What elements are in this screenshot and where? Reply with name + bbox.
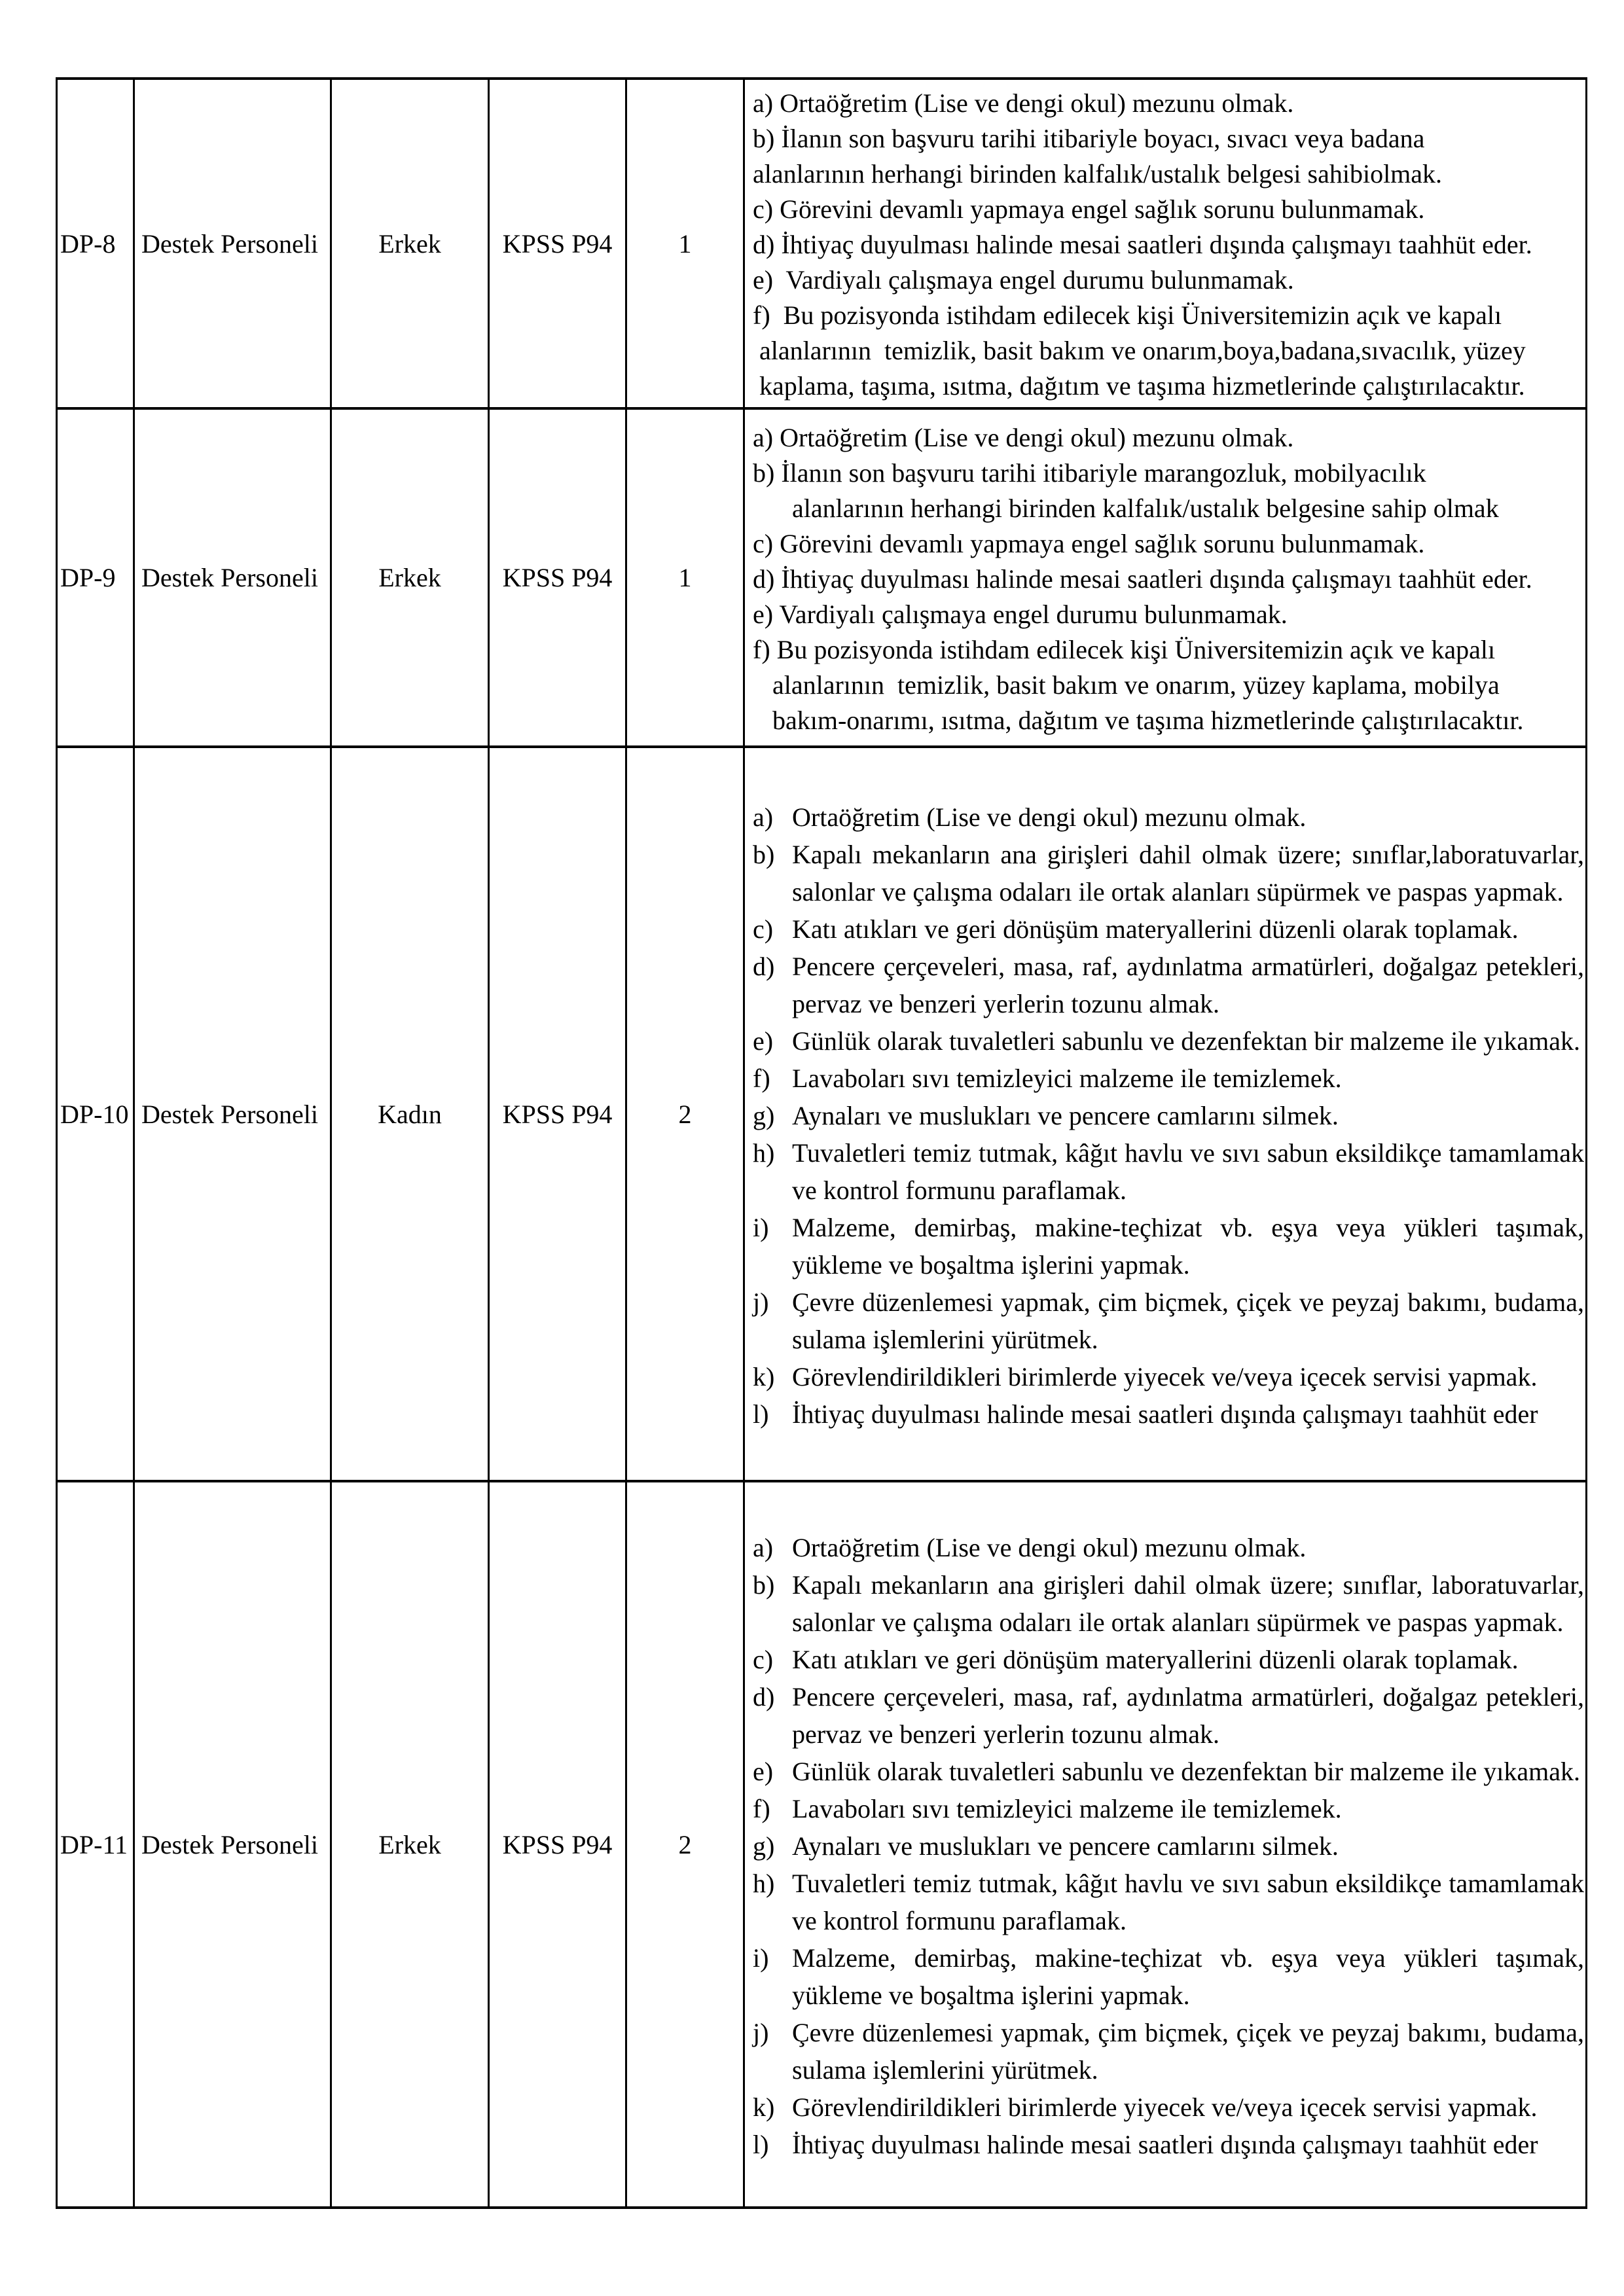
requirement-label: e): [753, 1026, 774, 1056]
requirements-list: [753, 1529, 1584, 2163]
requirement-item: [753, 1283, 1584, 1358]
requirement-text: Tuvaletleri temiz tutmak, kâğıt havlu ve sıvı sabun eksildikçe tamamlamak ve kontrol formunu paraflamak.: [792, 1138, 1584, 1205]
requirement-text: Kapalı mekanların ana girişleri dahil olmak üzere; sınıflar,laboratuvarlar, salonlar ve çalışma odaları ile ortak alanları süpürmek ve paspas yapmak.: [792, 839, 1584, 906]
requirement-label: i): [753, 1943, 769, 1973]
requirement-text: İhtiyaç duyulması halinde mesai saatleri dışında çalışmayı taahhüt eder.: [774, 564, 1532, 594]
requirement-label: e): [753, 1756, 774, 1786]
requirement-item: [753, 1790, 1584, 1827]
requirement-item: [753, 1827, 1584, 1865]
requirement-label: h): [753, 1138, 775, 1168]
requirement-text: Çevre düzenlemesi yapmak, çim biçmek, çiçek ve peyzaj bakımı, budama, sulama işlemlerini yürütmek.: [792, 2017, 1584, 2085]
requirement-item: [753, 632, 1584, 738]
requirement-label: b): [753, 457, 775, 488]
requirement-text: İlanın son başvuru tarihi itibariyle boyacı, sıvacı veya badana alanlarının herhangi birinden kalfalık/ustalık belgesi sahibiolmak.: [753, 124, 1443, 188]
requirement-label: f): [753, 300, 770, 330]
requirement-text: Görevini devamlı yapmaya engel sağlık sorunu bulunmamak.: [773, 528, 1425, 558]
requirement-label: k): [753, 1361, 775, 1391]
requirement-text: Pencere çerçeveleri, masa, raf, aydınlatma armatürleri, doğalgaz petekleri, pervaz ve benzeri yerlerin tozunu almak.: [792, 951, 1584, 1018]
requirement-text: Günlük olarak tuvaletleri sabunlu ve dezenfektan bir malzeme ile yıkamak.: [792, 1026, 1580, 1056]
position-requirements: [744, 79, 1587, 408]
requirement-label: l): [753, 2129, 769, 2159]
position-gender: Erkek: [331, 79, 489, 408]
requirement-text: İhtiyaç duyulması halinde mesai saatleri dışında çalışmayı taahhüt eder: [792, 1399, 1538, 1429]
requirement-item: [753, 298, 1584, 404]
requirement-text: Ortaöğretim (Lise ve dengi okul) mezunu olmak.: [792, 802, 1307, 832]
requirement-item: [753, 1566, 1584, 1641]
requirement-label: d): [753, 230, 775, 259]
requirement-item: [753, 456, 1584, 526]
requirement-item: [753, 562, 1584, 597]
position-count: 1: [626, 408, 744, 747]
requirement-label: b): [753, 839, 775, 869]
requirement-item: [753, 1097, 1584, 1134]
requirement-label: c): [753, 914, 774, 944]
requirement-label: e): [753, 265, 774, 295]
requirement-item: [753, 121, 1584, 192]
requirement-item: [753, 1529, 1584, 1566]
requirement-text: Vardiyalı çalışmaya engel durumu bulunmamak.: [773, 265, 1294, 295]
requirement-item: [753, 948, 1584, 1022]
requirement-text: Kapalı mekanların ana girişleri dahil olmak üzere; sınıflar, laboratuvarlar, salonlar ve çalışma odaları ile ortak alanları süpürmek ve paspas yapmak.: [792, 1570, 1584, 1637]
table-row: [57, 1481, 1587, 2208]
requirement-label: g): [753, 1100, 775, 1130]
requirement-item: [753, 1641, 1584, 1678]
requirement-label: b): [753, 1570, 775, 1600]
requirement-label: a): [753, 802, 774, 832]
requirement-text: Görevlendirildikleri birimlerde yiyecek ve/veya içecek servisi yapmak.: [792, 1361, 1538, 1391]
requirement-item: [753, 2014, 1584, 2089]
requirement-text: Lavaboları sıvı temizleyici malzeme ile temizlemek.: [792, 1063, 1342, 1093]
position-requirements: [744, 408, 1587, 747]
positions-table: [56, 77, 1587, 2209]
position-gender: Kadın: [331, 747, 489, 1481]
requirement-item: [753, 420, 1584, 456]
requirement-label: c): [753, 1644, 774, 1674]
requirement-label: c): [753, 194, 774, 224]
requirement-item: [753, 836, 1584, 910]
requirement-item: [753, 1209, 1584, 1283]
requirements-list: [753, 798, 1584, 1433]
requirement-label: a): [753, 1532, 774, 1562]
requirement-text: Görevlendirildikleri birimlerde yiyecek ve/veya içecek servisi yapmak.: [792, 2092, 1538, 2122]
requirement-text: Görevini devamlı yapmaya engel sağlık sorunu bulunmamak.: [773, 194, 1425, 224]
requirement-label: c): [753, 528, 774, 558]
position-exam-score: KPSS P94: [489, 747, 626, 1481]
requirement-item: [753, 2126, 1584, 2163]
position-gender: Erkek: [331, 1481, 489, 2208]
requirement-item: [753, 2089, 1584, 2126]
positions-table-body: [57, 79, 1587, 2208]
position-title: Destek Personeli: [134, 747, 331, 1481]
requirement-item: [753, 227, 1584, 262]
requirement-label: f): [753, 634, 770, 664]
requirement-text: Vardiyalı çalışmaya engel durumu bulunmamak.: [773, 599, 1288, 629]
requirement-label: h): [753, 1868, 775, 1898]
requirement-item: [753, 1134, 1584, 1209]
position-requirements: [744, 747, 1587, 1481]
requirement-text: Katı atıkları ve geri dönüşüm materyallerini düzenli olarak toplamak.: [792, 1644, 1519, 1674]
requirement-item: [753, 1939, 1584, 2014]
table-row: [57, 79, 1587, 408]
requirement-label: d): [753, 951, 775, 981]
requirement-item: [753, 262, 1584, 298]
requirement-text: Aynaları ve muslukları ve pencere camlarını silmek.: [792, 1831, 1339, 1861]
requirement-item: [753, 1060, 1584, 1097]
position-code: DP-9: [57, 408, 134, 747]
requirement-label: f): [753, 1063, 770, 1093]
requirement-label: a): [753, 88, 774, 118]
position-title: Destek Personeli: [134, 1481, 331, 2208]
position-exam-score: KPSS P94: [489, 1481, 626, 2208]
requirement-item: [753, 1358, 1584, 1395]
requirement-item: [753, 192, 1584, 227]
requirement-item: [753, 526, 1584, 562]
requirement-item: [753, 86, 1584, 121]
requirement-label: d): [753, 564, 775, 594]
requirement-text: Bu pozisyonda istihdam edilecek kişi Üniversitemizin açık ve kapalı alanlarının temizlik, basit bakım ve onarım,boya,badana,sıvacılık, yüzey kaplama, taşıma, ısıtma, dağıtım ve taşıma hizmetlerinde çalıştırılacaktır.: [759, 300, 1526, 401]
requirement-item: [753, 1865, 1584, 1939]
position-count: 1: [626, 79, 744, 408]
requirement-text: Bu pozisyonda istihdam edilecek kişi Üniversitemizin açık ve kapalı alanlarının temizlik, basit bakım ve onarım, yüzey kaplama, mobilya bakım-onarımı, ısıtma, dağıtım ve taşıma hizmetlerinde çalıştırılacaktır.: [772, 634, 1524, 735]
requirement-text: İhtiyaç duyulması halinde mesai saatleri dışında çalışmayı taahhüt eder: [792, 2129, 1538, 2159]
requirement-label: j): [753, 1287, 769, 1317]
requirement-label: b): [753, 124, 775, 153]
requirement-text: Lavaboları sıvı temizleyici malzeme ile temizlemek.: [792, 1793, 1342, 1823]
position-code: DP-8: [57, 79, 134, 408]
requirement-item: [753, 910, 1584, 948]
requirement-label: a): [753, 422, 774, 452]
requirements-list: [753, 86, 1584, 404]
requirement-label: j): [753, 2017, 769, 2047]
requirement-text: Pencere çerçeveleri, masa, raf, aydınlatma armatürleri, doğalgaz petekleri, pervaz ve benzeri yerlerin tozunu almak.: [792, 1681, 1584, 1749]
position-exam-score: KPSS P94: [489, 79, 626, 408]
position-gender: Erkek: [331, 408, 489, 747]
requirement-text: Malzeme, demirbaş, makine-teçhizat vb. eşya veya yükleri taşımak, yükleme ve boşaltma işlerini yapmak.: [792, 1212, 1584, 1280]
requirement-label: l): [753, 1399, 769, 1429]
requirement-label: k): [753, 2092, 775, 2122]
requirement-label: g): [753, 1831, 775, 1861]
requirement-text: Malzeme, demirbaş, makine-teçhizat vb. eşya veya yükleri taşımak, yükleme ve boşaltma işlerini yapmak.: [792, 1943, 1584, 2010]
position-count: 2: [626, 747, 744, 1481]
position-exam-score: KPSS P94: [489, 408, 626, 747]
requirement-label: i): [753, 1212, 769, 1242]
requirement-item: [753, 1678, 1584, 1753]
position-code: DP-11: [57, 1481, 134, 2208]
requirement-item: [753, 597, 1584, 632]
requirement-text: Günlük olarak tuvaletleri sabunlu ve dezenfektan bir malzeme ile yıkamak.: [792, 1756, 1580, 1786]
requirement-label: f): [753, 1793, 770, 1823]
requirement-text: Katı atıkları ve geri dönüşüm materyallerini düzenli olarak toplamak.: [792, 914, 1519, 944]
requirement-text: Çevre düzenlemesi yapmak, çim biçmek, çiçek ve peyzaj bakımı, budama, sulama işlemlerini yürütmek.: [792, 1287, 1584, 1354]
requirements-list: [753, 420, 1584, 738]
requirement-text: İlanın son başvuru tarihi itibariyle marangozluk, mobilyacılık alanlarının herhangi birinden kalfalık/ustalık belgesine sahip olmak: [781, 457, 1499, 523]
requirement-item: [753, 798, 1584, 836]
requirement-label: e): [753, 599, 774, 629]
requirement-item: [753, 1753, 1584, 1790]
position-code: DP-10: [57, 747, 134, 1481]
requirement-text: Tuvaletleri temiz tutmak, kâğıt havlu ve sıvı sabun eksildikçe tamamlamak ve kontrol formunu paraflamak.: [792, 1868, 1584, 1935]
position-title: Destek Personeli: [134, 408, 331, 747]
requirement-label: d): [753, 1681, 775, 1712]
position-count: 2: [626, 1481, 744, 2208]
requirement-item: [753, 1022, 1584, 1060]
position-requirements: [744, 1481, 1587, 2208]
requirement-text: Ortaöğretim (Lise ve dengi okul) mezunu olmak.: [773, 88, 1294, 118]
requirement-text: İhtiyaç duyulması halinde mesai saatleri dışında çalışmayı taahhüt eder.: [774, 230, 1532, 259]
requirement-text: Aynaları ve muslukları ve pencere camlarını silmek.: [792, 1100, 1339, 1130]
table-row: [57, 747, 1587, 1481]
table-row: [57, 408, 1587, 747]
requirement-item: [753, 1395, 1584, 1433]
position-title: Destek Personeli: [134, 79, 331, 408]
requirement-text: Ortaöğretim (Lise ve dengi okul) mezunu olmak.: [792, 1532, 1307, 1562]
requirement-text: Ortaöğretim (Lise ve dengi okul) mezunu olmak.: [773, 422, 1294, 452]
